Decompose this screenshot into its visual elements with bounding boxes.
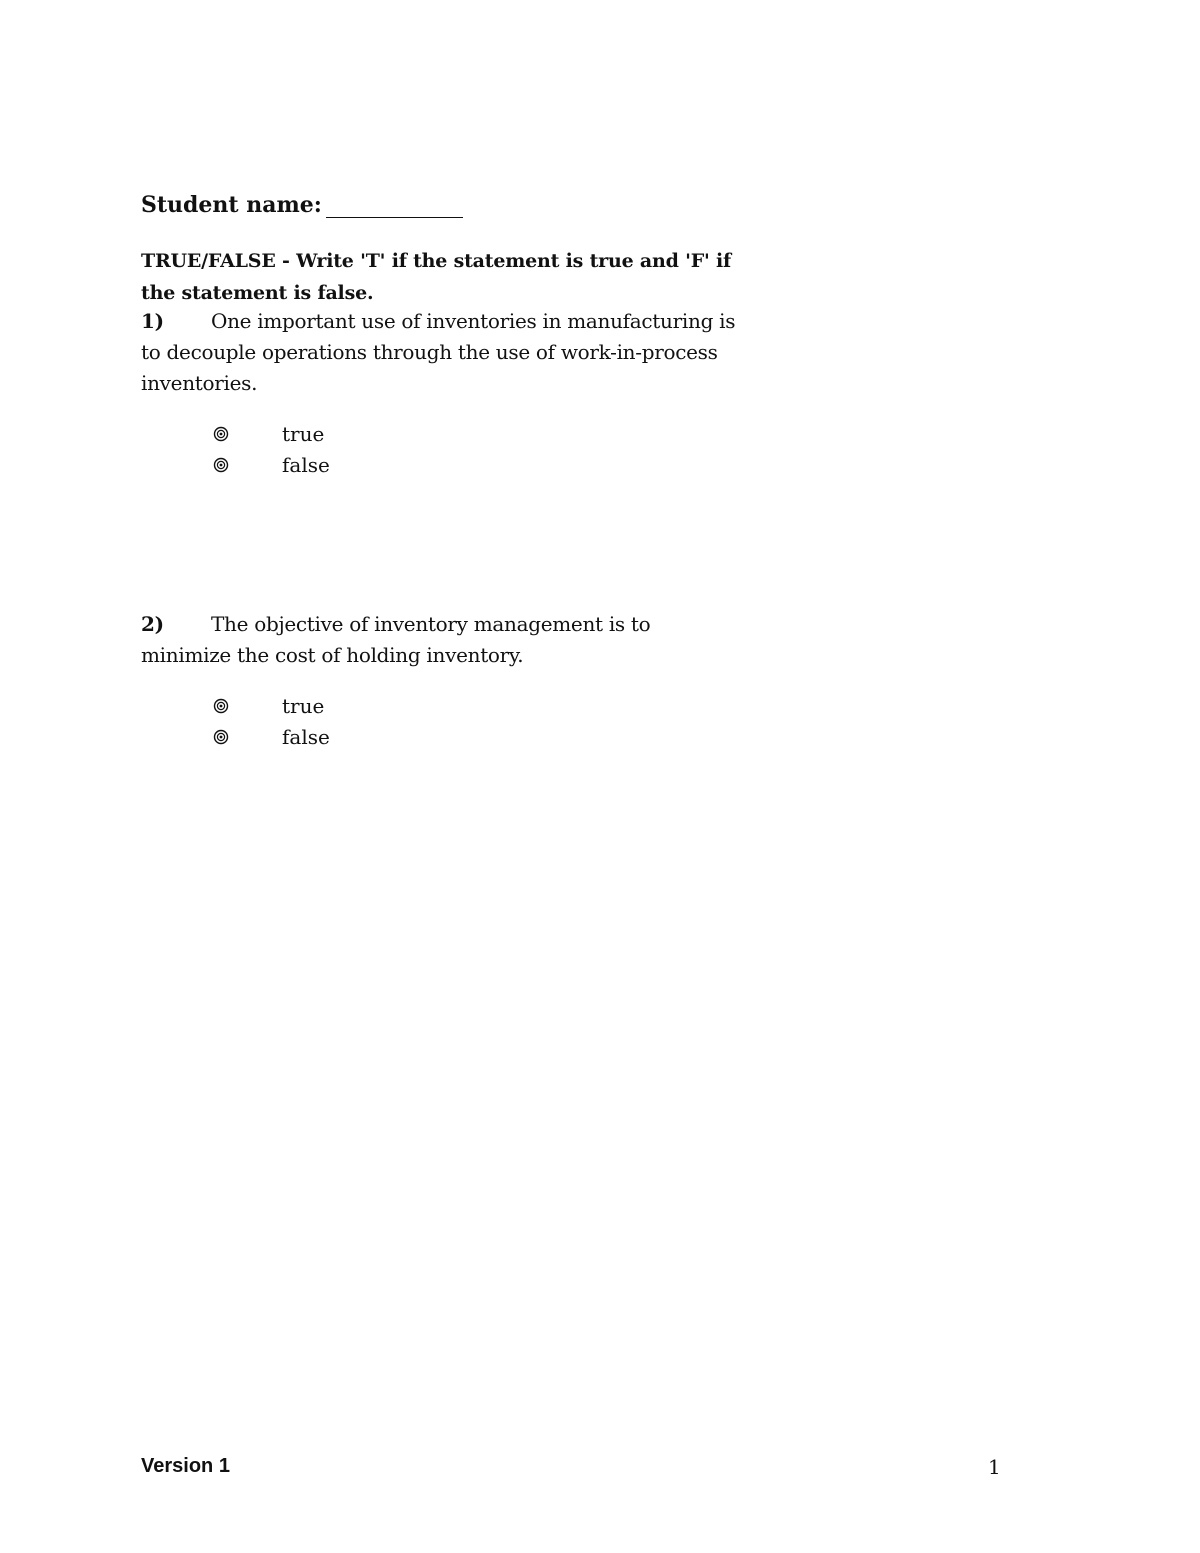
question-2-option-false[interactable]: [212, 723, 330, 751]
footer-version: Version 1: [141, 1455, 230, 1477]
radio-button-icon[interactable]: [212, 456, 230, 474]
question-number: 1): [141, 309, 164, 333]
page-number: 1: [988, 1455, 1001, 1479]
question-1-option-false[interactable]: [212, 451, 330, 479]
question-1-option-true[interactable]: [212, 420, 325, 448]
radio-button-icon[interactable]: [212, 697, 230, 715]
student-name-blank[interactable]: [326, 195, 463, 218]
student-name-line: [141, 192, 463, 218]
instructions: TRUE/FALSE - Write 'T' if the statement is true and 'F' if the statement is false.: [141, 250, 732, 304]
option-label: true: [282, 422, 325, 446]
option-label: true: [282, 694, 325, 718]
radio-button-icon[interactable]: [212, 425, 230, 443]
student-name-label: Student name:: [141, 192, 322, 218]
option-label: false: [282, 725, 330, 749]
question-text: One important use of inventories in manufacturing is to decouple operations through the use of work-in-process inventories.: [141, 309, 736, 395]
question-2: [141, 609, 741, 671]
radio-button-icon[interactable]: [212, 728, 230, 746]
question-1: [141, 306, 741, 399]
question-text: The objective of inventory management is to minimize the cost of holding inventory.: [141, 612, 651, 667]
option-label: false: [282, 453, 330, 477]
question-number: 2): [141, 612, 164, 636]
question-2-option-true[interactable]: [212, 692, 325, 720]
